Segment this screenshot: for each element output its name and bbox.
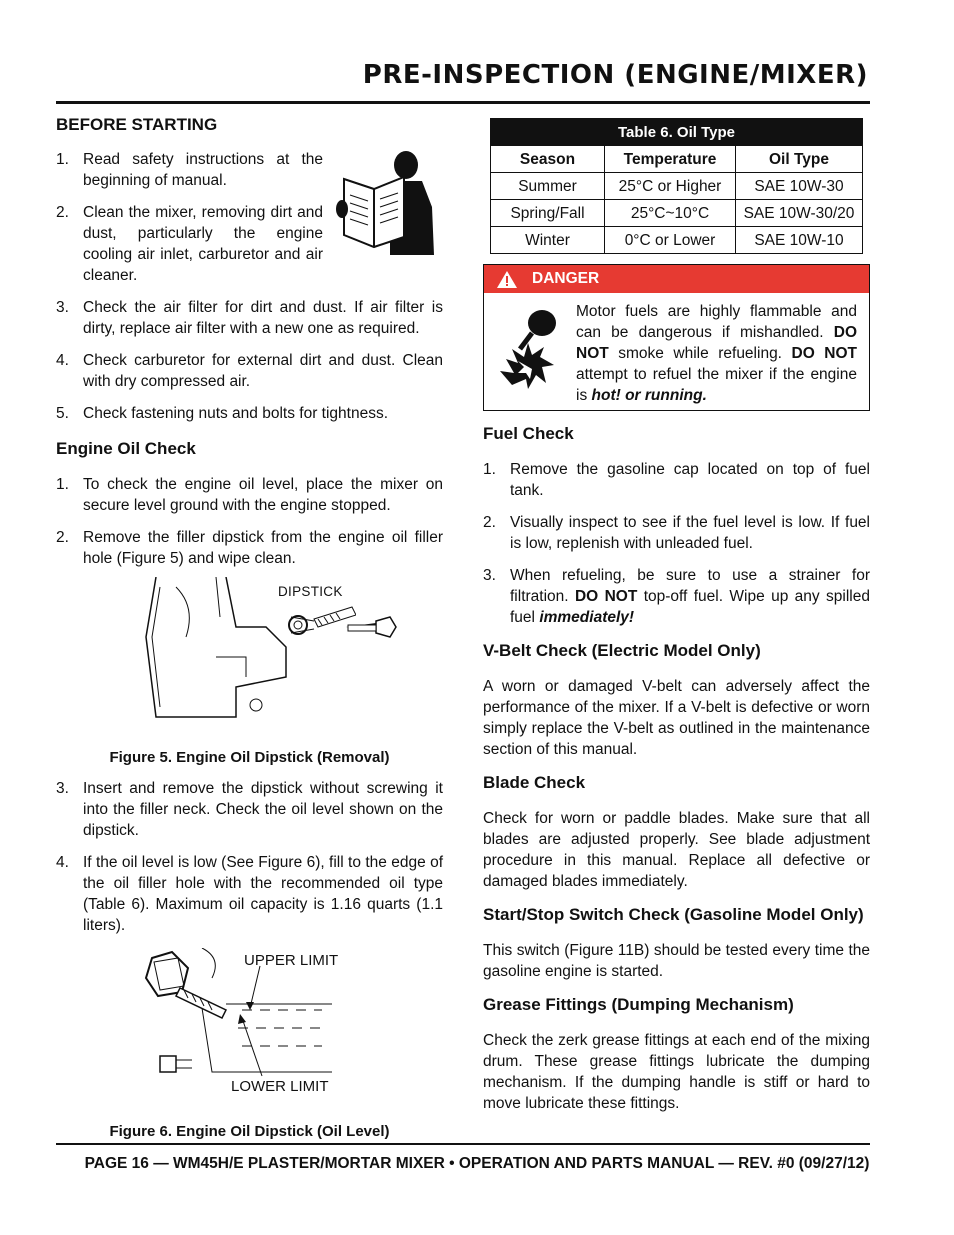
list-item: 3. Check the air filter for dirt and dust. If air filter is dirty, replace air filter with a new one as required. [56,299,443,337]
list-item: 1. To check the engine oil level, place the mixer on secure level ground with the engine stopped. [56,476,443,514]
before-starting-heading: BEFORE STARTING [56,115,218,134]
list-item: 2. Remove the filler dipstick from the engine oil filler hole (Figure 5) and wipe clean. [56,529,443,567]
lower-limit-label: LOWER LIMIT [231,1078,329,1095]
column-header: Oil Type [736,146,863,173]
page-title: PRE-INSPECTION (ENGINE/MIXER) [362,60,868,90]
blade-text: Check for worn or paddle blades. Make sure that all blades are adjusted properly. See blade adjustment procedure in this manual. Replace all defective or damaged blades immediately. [483,810,870,890]
dipstick-label: DIPSTICK [278,584,343,599]
left-column [56,114,443,1142]
list-item: 4. Check carburetor for external dirt and dust. Clean with dry compressed air. [56,352,443,390]
dipstick-part-illustration [346,597,446,647]
grease-heading: Grease Fittings (Dumping Mechanism) [483,995,794,1014]
right-column [483,118,870,1114]
table-row: Spring/Fall 25°C~10°C SAE 10W-30/20 [491,200,863,227]
column-header: Temperature [605,146,736,173]
danger-label: DANGER [532,270,600,287]
footer-rule [56,1143,870,1145]
table-title: Table 6. Oil Type [491,119,863,146]
vbelt-heading: V-Belt Check (Electric Model Only) [483,641,761,660]
table-row: Summer 25°C or Higher SAE 10W-30 [491,173,863,200]
table-row: Winter 0°C or Lower SAE 10W-10 [491,227,863,254]
switch-heading: Start/Stop Switch Check (Gasoline Model Only) [483,905,864,924]
fuel-check-heading: Fuel Check [483,424,574,443]
engine-oil-heading: Engine Oil Check [56,439,196,458]
list-item: 4. If the oil level is low (See Figure 6), fill to the edge of the oil filler hole with the recommended oil type (Table 6). Maximum oil capacity is 1.16 quarts (1.1 liters). [56,854,443,934]
column-header: Season [491,146,605,173]
switch-text: This switch (Figure 11B) should be tested every time the gasoline engine is started. [483,942,870,980]
list-item: 1. Remove the gasoline cap located on top of fuel tank. [483,461,870,499]
list-item: 3. Insert and remove the dipstick without screwing it into the filler neck. Check the oil level shown on the dipstick. [56,780,443,839]
list-item: 2. Clean the mixer, removing dirt and dust, particularly the engine cooling air inlet, carburetor and air cleaner. [56,204,323,284]
blade-heading: Blade Check [483,773,586,792]
danger-box [483,264,870,411]
figure-6-caption: Figure 6. Engine Oil Dipstick (Oil Level) [109,1123,390,1140]
figure-5-caption: Figure 5. Engine Oil Dipstick (Removal) [109,749,390,766]
fire-hazard-icon [492,305,570,391]
oil-type-table [490,118,863,254]
danger-message: Motor fuels are highly flammable and can be dangerous if mishandled. DO NOT smoke while refueling. DO NOT attempt to refuel the mixer if the engine is hot! or running. [576,303,857,404]
header-rule [56,101,870,104]
list-item: 1. Read safety instructions at the beginning of manual. [56,151,323,189]
vbelt-text: A worn or damaged V-belt can adversely affect the performance of the mixer. If a V-belt is defective or worn simply replace the V-belt as outlined in the maintenance section of this manual. [483,678,870,758]
reading-manual-illustration [334,147,444,255]
figure-5 [56,569,443,747]
list-item: 2. Visually inspect to see if the fuel level is low. If fuel is low, replenish with unleaded fuel. [483,514,870,552]
page-footer: PAGE 16 — WM45H/E PLASTER/MORTAR MIXER • OPERATION AND PARTS MANUAL — REV. #0 (09/27/12) [84,1155,870,1172]
list-item: 3. When refueling, be sure to use a strainer for filtration. DO NOT top-off fuel. Wipe up any spilled fuel immediately! [483,567,870,626]
danger-header [484,265,869,293]
list-item: 5. Check fastening nuts and bolts for tightness. [56,405,389,422]
figure-6 [56,936,443,1121]
upper-limit-label: UPPER LIMIT [244,952,339,969]
warning-triangle-icon [496,270,518,289]
grease-text: Check the zerk grease fittings at each end of the mixing drum. These grease fittings lubricate the dumping mechanism. If the dumping handle is stiff or hard to move lubricate these fittings. [483,1032,870,1112]
